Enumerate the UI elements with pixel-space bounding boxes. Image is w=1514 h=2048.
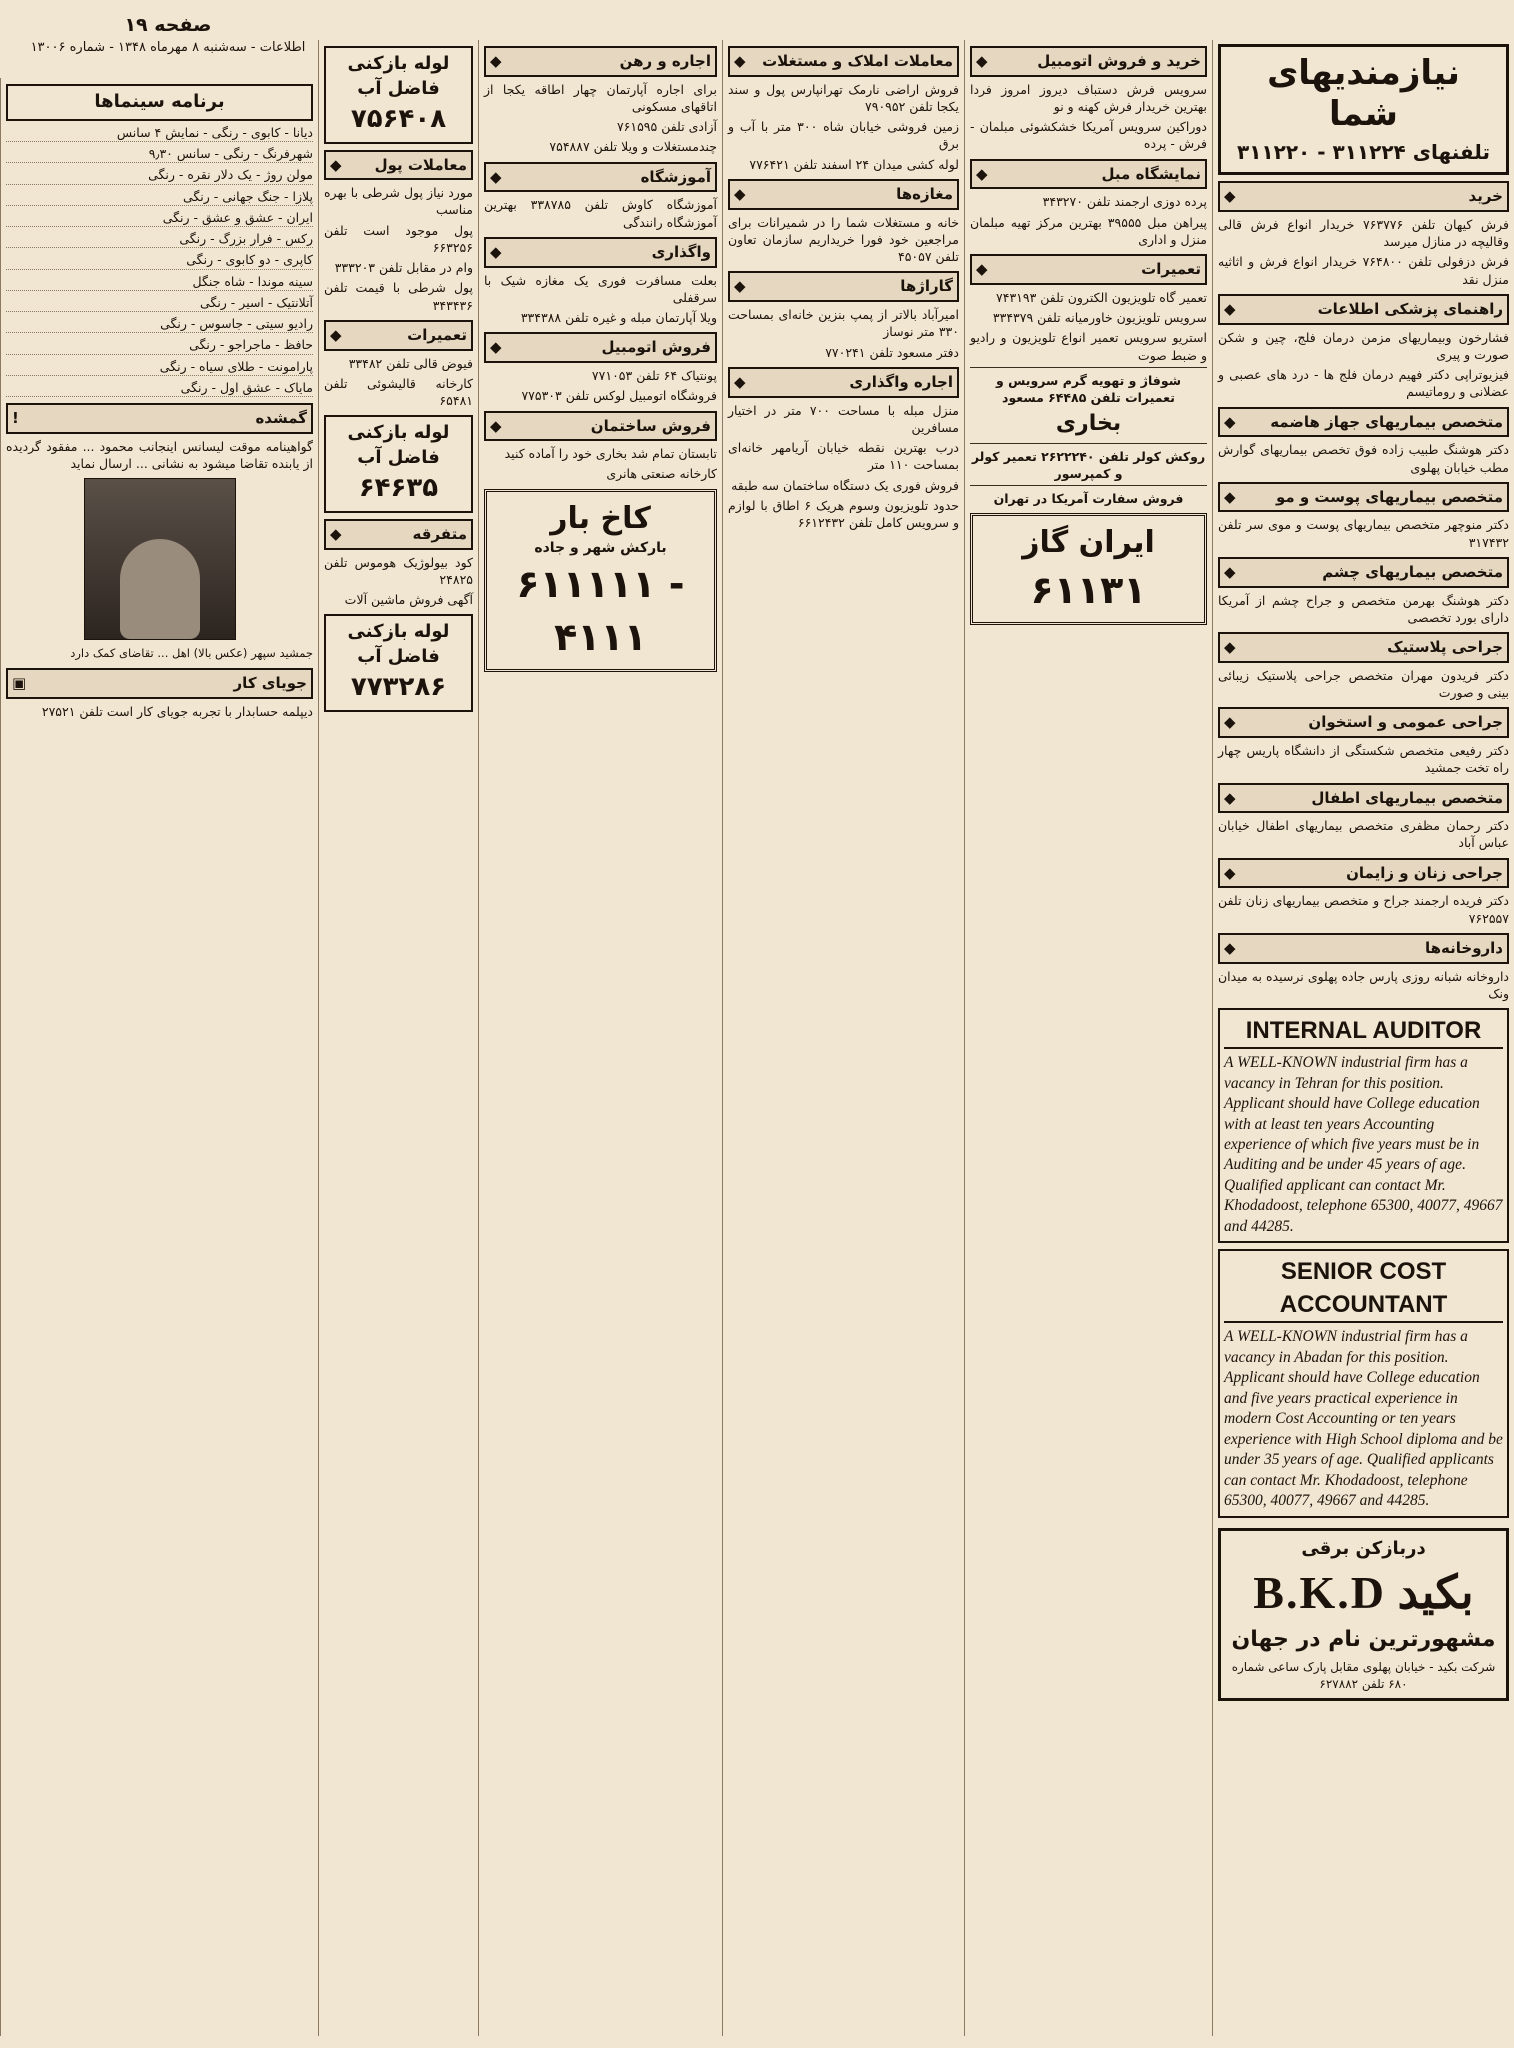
section-header <box>1218 632 1509 663</box>
section-icon: ◆ <box>490 167 502 186</box>
col3-sections <box>728 46 959 531</box>
section-icon: ◆ <box>330 155 342 174</box>
section-title: اجاره واگذاری <box>849 372 953 391</box>
bkd-line1: دربازکن برقی <box>1301 1537 1426 1559</box>
section-header <box>1218 407 1509 438</box>
section-header <box>324 150 473 181</box>
section-title: تعمیرات <box>1141 260 1201 279</box>
section-title: جراحی پلاستیک <box>1387 638 1503 657</box>
classified-ad: فروشگاه اتومبیل لوکس تلفن ۷۷۵۳۰۳ <box>521 388 717 404</box>
pipe-cleaning-phone: ۷۷۳۲۸۶ <box>350 672 447 703</box>
cinema-listing: پلازا - جنگ جهانی - رنگی <box>6 188 313 206</box>
bkd-brand: بکید B.K.D <box>1253 1567 1474 1619</box>
classified-ad: دکتر رحمان مظفری متخصص بیماریهای اطفال خیابان عباس آباد <box>1218 818 1509 851</box>
section-header <box>970 46 1207 77</box>
section-title: مغازه‌ها <box>896 184 953 203</box>
section-title: خرید و فروش اتومبیل <box>1037 52 1201 70</box>
classified-ad: داروخانه شبانه روزی پارس جاده پهلوی نرسیده به میدان ونک <box>1218 968 1509 1001</box>
classified-ad: فیزیوتراپی دکتر فهیم درمان فلج ها - درد های عصبی و عضلانی و روماتیسم <box>1218 367 1509 400</box>
classified-ad: دکتر فریده ارجمند جراح و متخصص بیماریهای زنان تلفن ۷۶۲۵۵۷ <box>1218 893 1509 926</box>
pipe-cleaning-ad <box>324 614 473 712</box>
classified-ad: چندمستغلات و ویلا تلفن ۷۵۴۸۸۷ <box>549 139 717 155</box>
section-icon: ◆ <box>1224 487 1236 506</box>
header-phones: تلفنهای ۳۱۱۲۲۴ - ۳۱۱۲۲۰ <box>1237 139 1490 164</box>
section-icon: ◆ <box>976 260 988 279</box>
classified-ad: پونتیاک ۶۴ تلفن ۷۷۱۰۵۳ <box>591 368 717 383</box>
classified-ad: وام در مقابل تلفن ۳۳۳۲۰۳ <box>334 260 473 276</box>
section-title: متفرقه <box>412 524 467 543</box>
classified-ad: پیراهن مبل ۳۹۵۵۵ بهترین مرکز تهیه مبلمان منزل و اداری <box>970 214 1207 247</box>
col1-sections <box>1218 181 1509 1002</box>
section-icon: ◆ <box>490 242 502 261</box>
english-ad-body: A WELL-KNOWN industrial firm has a vacancy in Abadan for this position. Applicant should have College education and five years practical experience in modern Cost Accounting or ten years experience with High School diploma and be under 35 years of age. Qualified applicants can contact Mr. Khodadoost, telephone 65300, 40077, 49667 and 44285. <box>1224 1328 1503 1510</box>
cinema-listing: پارامونت - طلای سیاه - رنگی <box>6 358 313 376</box>
cinema-listing: رادیو سیتی - جاسوس - رنگی <box>6 315 313 333</box>
classified-ad: پول موجود است تلفن ۶۶۳۲۵۶ <box>324 222 473 255</box>
bkd-ad <box>1218 1528 1509 1702</box>
section-title: متخصص بیماریهای اطفال <box>1311 788 1503 807</box>
iran-gas-phone: ۶۱۱۳۱ <box>1030 567 1147 612</box>
section-icon: ◆ <box>1224 412 1236 431</box>
section-title: متخصص بیماریهای چشم <box>1322 562 1503 581</box>
classified-ad: استریو سرویس تعمیر انواع تلویزیون و رادیو و ضبط صوت <box>970 330 1207 363</box>
classified-ad: تابستان تمام شد بخاری خود را آماده کنید <box>504 446 717 462</box>
section-icon: ◆ <box>734 52 746 70</box>
section-icon: ◆ <box>1224 638 1236 657</box>
section-title: خرید <box>1468 187 1503 206</box>
section-icon: ◆ <box>1224 562 1236 581</box>
classified-ad: دکتر فریدون مهران متخصص جراحی پلاستیک زیبائی بینی و صورت <box>1218 667 1509 701</box>
classified-ad: کارخانه صنعتی هانری <box>606 466 717 482</box>
section-title: معاملات پول <box>374 155 467 174</box>
cinema-listing: کاپری - دو کابوی - رنگی <box>6 251 313 269</box>
section-icon: ◆ <box>1224 299 1236 318</box>
classified-ad: تعمیر گاه تلویزیون الکترون تلفن ۷۴۳۱۹۳ <box>996 289 1207 305</box>
section-title: راهنمای پزشکی اطلاعات <box>1317 299 1503 318</box>
section-icon: ◆ <box>490 416 502 435</box>
section-title: واگذاری <box>651 242 711 261</box>
iran-gas-ad <box>970 513 1207 625</box>
classified-ad: آزادی تلفن ۷۶۱۵۹۵ <box>616 119 717 135</box>
section-header <box>1218 783 1509 814</box>
section-header <box>324 320 473 351</box>
exclamation-icon: ! <box>12 409 19 428</box>
cinema-listing: آتلانتیک - اسیر - رنگی <box>6 294 313 312</box>
classified-ad: پرده دوزی ارجمند تلفن ۳۴۳۲۷۰ <box>1042 194 1207 210</box>
section-icon: ◆ <box>490 52 502 70</box>
section-title: جراحی عمومی و استخوان <box>1308 713 1503 732</box>
english-ad <box>1218 1008 1509 1243</box>
section-title: تعمیرات <box>407 325 467 344</box>
classified-ad: دکتر هوشنگ طبیب زاده فوق تخصص بیماریهای گوارش مطب خیابان پهلوی <box>1218 442 1509 475</box>
classified-ad: آموزشگاه کاوش تلفن ۳۳۸۷۸۵ بهترین آموزشگاه رانندگی <box>484 197 717 230</box>
section-title: گاراژها <box>900 277 953 296</box>
briefcase-icon: ▣ <box>12 674 27 693</box>
section-header <box>728 367 959 398</box>
header-title: نیازمندیهای شما <box>1267 53 1460 134</box>
english-ad-title: SENIOR COST ACCOUNTANT <box>1224 1255 1503 1323</box>
classified-ad: کود بیولوژیک هوموس تلفن ۲۴۸۲۵ <box>324 554 473 587</box>
cinema-listing: مایاک - عشق اول - رنگی <box>6 379 313 397</box>
cinema-listing: حافظ - ماجراجو - رنگی <box>6 336 313 354</box>
kakh-bar-subtitle: بارکش شهر و جاده <box>534 540 667 557</box>
page-number: صفحه ۱۹ <box>124 14 212 36</box>
section-icon: ◆ <box>734 372 746 391</box>
section-header <box>484 332 717 363</box>
feature-ad: شوفاژ و تهویه گرم سرویس و تعمیرات تلفن ۶۴۴۸۵ مسعود <box>970 367 1207 407</box>
portrait-photo <box>84 478 236 640</box>
kakh-bar-title: کاخ بار <box>550 500 651 536</box>
lost-text: گواهینامه موقت لیسانس اینجانب محمود ... مفقود گردیده از یابنده تقاضا میشود به نشانی ... ارسال نماید <box>6 438 313 472</box>
pipe-cleaning-ad <box>324 415 473 513</box>
section-header <box>970 159 1207 190</box>
photo-caption: جمشید سپهر (عکس بالا) اهل ... تقاضای کمک دارد <box>70 646 313 661</box>
col-6 <box>0 78 318 2036</box>
classified-ad: سرویس فرش دستباف دیروز امروز فردا بهترین خریدار فرش کهنه و نو <box>970 81 1207 114</box>
classified-ad: دکتر هوشنگ بهرمن متخصص و جراح چشم از آمریکا دارای بورد تخصصی <box>1218 592 1509 625</box>
section-title: آموزشگاه <box>640 167 711 186</box>
kakh-bar-phone: ۶۱۱۱۱۱ - ۴۱۱۱ <box>516 562 685 659</box>
pipe-cleaning-ad <box>324 46 473 144</box>
classified-ad: سرویس تلویزیون خاورمیانه تلفن ۳۳۴۳۷۹ <box>992 310 1207 326</box>
classified-ad: ویلا آپارتمان مبله و غیره تلفن ۳۳۴۳۸۸ <box>520 310 717 326</box>
issue-line: اطلاعات - سه‌شنبه ۸ مهرماه ۱۳۴۸ - شماره ۱۳۰۰۶ <box>30 40 306 55</box>
col2-sections <box>970 46 1207 364</box>
section-title: داروخانه‌ها <box>1424 938 1503 957</box>
section-header <box>728 46 959 77</box>
section-header <box>484 162 717 193</box>
classified-ad: آگهی فروش ماشین آلات <box>344 592 473 608</box>
lost-header <box>6 403 313 434</box>
english-ads <box>1218 1008 1509 1517</box>
classified-ad: منزل مبله با مساحت ۷۰۰ متر در اختیار مسافرین <box>728 402 959 435</box>
section-icon: ◆ <box>330 325 342 344</box>
iran-gas-title: ایران گاز <box>1022 525 1155 561</box>
cinema-listing: سینه موندا - شاه جنگل <box>6 273 313 291</box>
col-3 <box>722 40 964 2036</box>
section-header <box>1218 707 1509 738</box>
section-header <box>728 271 959 302</box>
english-ad <box>1218 1249 1509 1517</box>
section-icon: ◆ <box>1224 187 1236 206</box>
bkd-footer: شرکت بکید - خیابان پهلوی مقابل پارک ساعی شماره ۶۸۰ تلفن ۶۲۷۸۸۲ <box>1231 1660 1496 1691</box>
classified-ad: فرش کیهان تلفن ۷۶۳۷۷۶ خریدار انواع فرش قالی وقالیچه در منازل میرسد <box>1218 216 1509 250</box>
section-title: متخصص بیماریهای جهاز هاضمه <box>1270 412 1503 431</box>
classified-ad: مورد نیاز پول شرطی با بهره مناسب <box>324 185 473 218</box>
classified-ad: دوراکین سرویس آمریکا خشکشوئی مبلمان - فرش - پرده <box>970 119 1207 152</box>
classified-ad: دکتر رفیعی متخصص شکستگی از دانشگاه پاریس چهار راه تخت جمشید <box>1218 743 1509 776</box>
section-icon: ◆ <box>1224 788 1236 807</box>
job-title: جویای کار <box>233 674 307 693</box>
kakh-bar-ad <box>484 489 717 673</box>
section-header <box>1218 933 1509 964</box>
col4-sections <box>484 46 717 483</box>
classified-ad: دفتر مسعود تلفن ۷۷۰۲۴۱ <box>825 344 959 360</box>
col2-feature-ads <box>970 367 1207 508</box>
cinema-listing: شهرفرنگ - رنگی - سانس ۹٫۳۰ <box>6 145 313 163</box>
classified-ad: فروش اراضی نارمک تهرانپارس پول و سند یکجا تلفن ۷۹۰۹۵۲ <box>728 81 959 114</box>
classified-ad: خانه و مستغلات شما را در شمیرانات برای مراجعین خود فورا خریداریم سازمان تعاون تلفن ۴۵۰۵۷ <box>728 214 959 265</box>
pipe-cleaning-phone: ۷۵۶۴۰۸ <box>350 103 447 134</box>
bkd-line2: مشهورترین نام در جهان <box>1231 1626 1496 1652</box>
section-icon: ◆ <box>490 338 502 357</box>
page-info <box>18 14 318 74</box>
section-header <box>324 519 473 550</box>
cinema-listing: رکس - فرار بزرگ - رنگی <box>6 230 313 248</box>
job-text: دیپلمه حسابدار با تجربه جویای کار است تلفن ۲۷۵۲۱ <box>41 703 313 719</box>
pipe-cleaning-name: لوله بازکنی فاضل آب <box>347 53 450 99</box>
cinema-list <box>6 124 313 397</box>
section-header <box>1218 557 1509 588</box>
section-header <box>484 411 717 442</box>
section-icon: ◆ <box>976 164 988 183</box>
section-title: معاملات املاک و مستغلات <box>762 52 953 70</box>
classified-ad: لوله کشی میدان ۲۴ اسفند تلفن ۷۷۶۴۲۱ <box>749 156 959 172</box>
lost-title: گمشده <box>255 409 307 428</box>
classified-ad: حدود تلویزیون وسوم هریک ۶ اطاق با لوازم و سرویس کامل تلفن ۶۶۱۲۴۳۲ <box>728 497 959 530</box>
section-icon: ◆ <box>330 524 342 543</box>
section-icon: ◆ <box>1224 713 1236 732</box>
classified-header <box>1218 44 1509 175</box>
col-4 <box>478 40 722 2036</box>
section-header <box>1218 482 1509 513</box>
col-2 <box>964 40 1212 2036</box>
classified-ad: زمین فروشی خیابان شاه ۳۰۰ متر با آب و برق <box>728 119 959 152</box>
feature-ad: بخاری <box>1055 411 1122 437</box>
classified-ad: فرش دزفولی تلفن ۷۶۴۸۰۰ خریدار انواع فرش و اثاثیه منزل نقد <box>1218 254 1510 287</box>
cinema-listing: دیانا - کابوی - رنگی - نمایش ۴ سانس <box>6 124 313 142</box>
section-title: جراحی زنان و زایمان <box>1346 863 1503 882</box>
english-ad-title: INTERNAL AUDITOR <box>1224 1014 1503 1049</box>
pipe-cleaning-name: لوله بازکنی فاضل آب <box>347 422 450 469</box>
section-title: اجاره و رهن <box>619 52 711 70</box>
classified-ad: پول شرطی با قیمت تلفن ۳۴۳۴۳۶ <box>324 280 473 313</box>
classified-ad: فیوض قالی تلفن ۳۳۴۸۲ <box>348 355 473 371</box>
classified-ad: درب بهترین نقطه خیابان آریامهر خانه‌ای بمساحت ۱۱۰ متر <box>728 440 959 473</box>
feature-ad: فروش سفارت آمریکا در تهران <box>970 485 1207 507</box>
section-header <box>1218 858 1509 889</box>
section-header <box>728 179 959 210</box>
col-5 <box>318 40 478 2036</box>
cinema-section-title: برنامه سینماها <box>6 84 313 121</box>
classified-ad: کارخانه قالیشوئی تلفن ۶۵۴۸۱ <box>324 375 473 409</box>
section-header <box>1218 181 1509 212</box>
section-header <box>484 237 717 268</box>
section-icon: ◆ <box>734 184 746 203</box>
pipe-cleaning-name: لوله بازکنی فاضل آب <box>347 621 450 668</box>
section-title: فروش اتومبیل <box>601 338 711 357</box>
classified-ad: فروش فوری یک دستگاه ساختمان سه طبقه <box>731 477 959 493</box>
feature-ad: روکش کولر تلفن ۲۶۲۲۲۴۰ تعمیر کولر و کمپرسور <box>970 443 1207 483</box>
section-title: نمایشگاه مبل <box>1101 164 1201 183</box>
classified-ad: بعلت مسافرت فوری یک مغازه شیک با سرقفلی <box>484 272 717 305</box>
classified-ad: امیرآباد بالاتر از پمپ بنزین خانه‌ای بمساحت ۳۳۰ متر نوساز <box>728 307 959 340</box>
portrait-head <box>120 539 200 639</box>
classified-ad: فشارخون وبیماریهای مزمن درمان فلج، چین و شکن صورت و پیری <box>1218 329 1509 362</box>
section-header <box>1218 294 1509 325</box>
job-header <box>6 668 313 699</box>
section-icon: ◆ <box>1224 938 1236 957</box>
section-icon: ◆ <box>734 277 746 296</box>
section-header <box>484 46 717 77</box>
section-title: متخصص بیماریهای پوست و مو <box>1275 487 1503 506</box>
section-title: فروش ساختمان <box>590 416 711 435</box>
section-header <box>970 254 1207 285</box>
col-1 <box>1212 40 1514 2036</box>
section-icon: ◆ <box>976 52 988 70</box>
pipe-cleaning-phone: ۶۴۶۳۵ <box>358 473 439 504</box>
section-icon: ◆ <box>1224 863 1236 882</box>
cinema-listing: ایران - عشق و عشق - رنگی <box>6 209 313 227</box>
cinema-listing: مولن روژ - یک دلار نقره - رنگی <box>6 166 313 184</box>
col5-content <box>324 46 473 712</box>
english-ad-body: A WELL-KNOWN industrial firm has a vacancy in Tehran for this position. Applicant should have College education with at least ten years Accounting experience of which five years must be in Auditing and be under 45 years of age. Qualified applicant can contact Mr. Khodadoost, telephone 65300, 40077, 49667 and 44285. <box>1224 1054 1503 1235</box>
classified-ad: دکتر منوچهر متخصص بیماریهای پوست و موی سر تلفن ۳۱۷۴۳۲ <box>1218 517 1509 550</box>
classified-ad: برای اجاره آپارتمان چهار اطاقه یکجا از اتاقهای مسکونی <box>484 81 717 114</box>
